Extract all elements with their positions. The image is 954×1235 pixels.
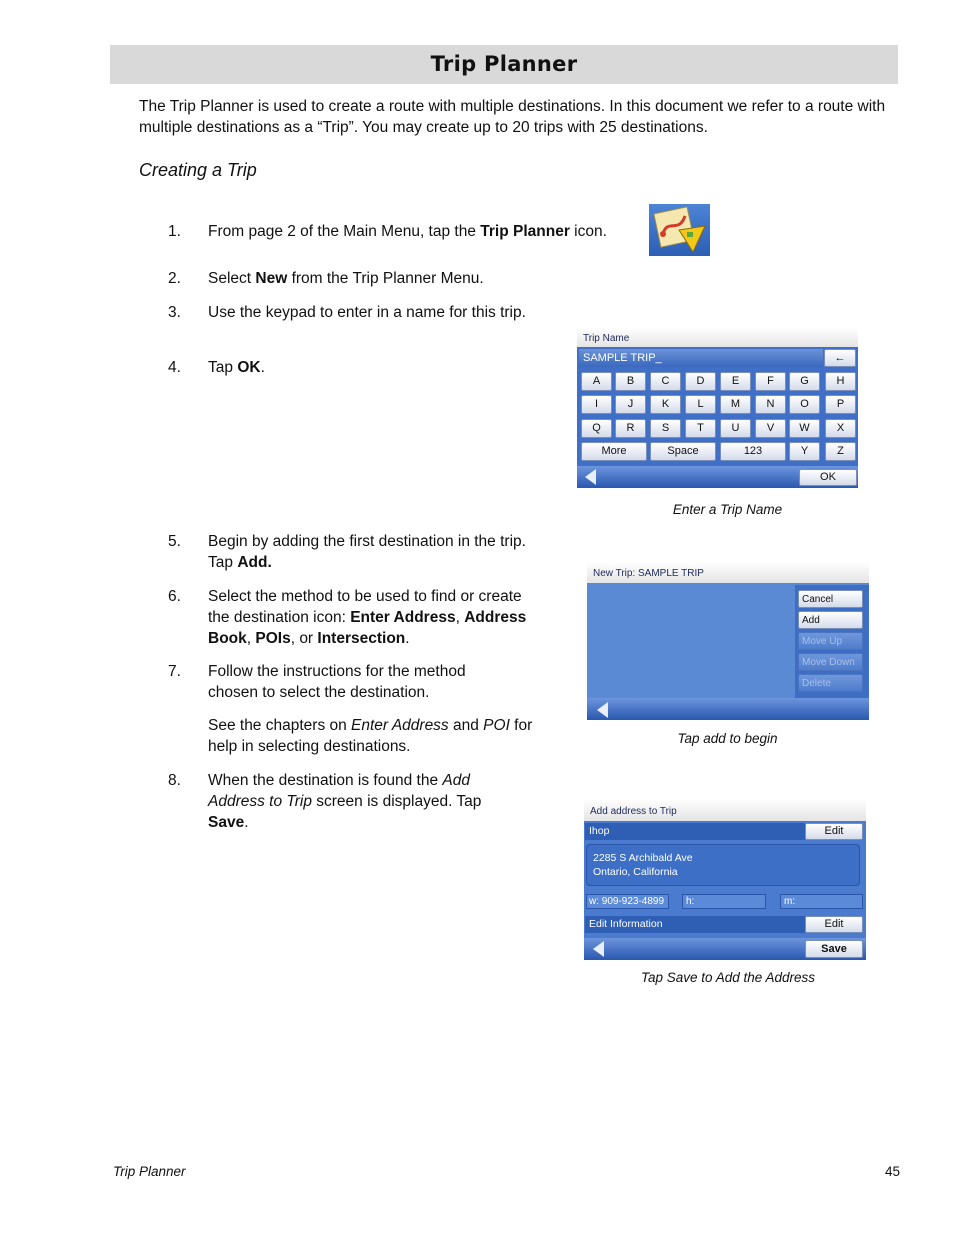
move-down-button[interactable]: Move Down xyxy=(798,653,863,671)
ok-button[interactable]: OK xyxy=(799,469,857,486)
edit-info-button[interactable]: Edit xyxy=(805,916,863,933)
new-trip-screen xyxy=(587,562,869,720)
address-line-1: 2285 S Archibald Ave xyxy=(593,852,693,864)
address-line-2: Ontario, California xyxy=(593,866,678,878)
intro-paragraph: The Trip Planner is used to create a route with multiple destinations. In this document we refer to a route with multiple destinations as a “Trip”. You may create up to 20 trips with 25 destinations. xyxy=(139,98,886,136)
key-k[interactable]: K xyxy=(650,395,681,414)
key-o[interactable]: O xyxy=(789,395,820,414)
screen-header: Add address to Trip xyxy=(584,799,866,821)
key-h[interactable]: H xyxy=(825,372,856,391)
page-title: Trip Planner xyxy=(430,52,578,76)
trip-name-input[interactable]: SAMPLE TRIP_ xyxy=(579,349,823,367)
footer-section-name: Trip Planner xyxy=(113,1164,186,1179)
key-a[interactable]: A xyxy=(581,372,612,391)
back-arrow-icon[interactable] xyxy=(585,469,596,485)
cancel-button[interactable]: Cancel xyxy=(798,590,863,608)
caption-trip-name: Enter a Trip Name xyxy=(672,502,783,517)
caption-save: Tap Save to Add the Address xyxy=(640,970,816,985)
backspace-icon: ← xyxy=(834,352,846,364)
key-more[interactable]: More xyxy=(581,442,647,461)
section-heading: Creating a Trip xyxy=(139,160,257,180)
key-e[interactable]: E xyxy=(720,372,751,391)
key-i[interactable]: I xyxy=(581,395,612,414)
delete-button[interactable]: Delete xyxy=(798,674,863,692)
key-b[interactable]: B xyxy=(615,372,646,391)
key-x[interactable]: X xyxy=(825,419,856,438)
key-space[interactable]: Space xyxy=(650,442,716,461)
key-u[interactable]: U xyxy=(720,419,751,438)
back-arrow-icon[interactable] xyxy=(593,941,604,957)
phone-home[interactable]: h: xyxy=(682,894,766,909)
edit-information-label: Edit Information xyxy=(585,916,805,933)
key-c[interactable]: C xyxy=(650,372,681,391)
save-button[interactable]: Save xyxy=(805,940,863,958)
key-j[interactable]: J xyxy=(615,395,646,414)
edit-name-button[interactable]: Edit xyxy=(805,823,863,840)
poi-name: Ihop xyxy=(585,823,805,840)
key-t[interactable]: T xyxy=(685,419,716,438)
key-g[interactable]: G xyxy=(789,372,820,391)
phone-work[interactable]: w: 909-923-4899 xyxy=(586,894,669,909)
key-f[interactable]: F xyxy=(755,372,786,391)
key-q[interactable]: Q xyxy=(581,419,612,438)
key-w[interactable]: W xyxy=(789,419,820,438)
key-d[interactable]: D xyxy=(685,372,716,391)
key-s[interactable]: S xyxy=(650,419,681,438)
bottom-bar xyxy=(587,698,869,720)
backspace-button[interactable] xyxy=(824,349,856,367)
page-number: 45 xyxy=(884,1164,900,1179)
back-arrow-icon[interactable] xyxy=(597,702,608,718)
key-y[interactable]: Y xyxy=(789,442,820,461)
trip-name-screen xyxy=(577,328,858,488)
key-r[interactable]: R xyxy=(615,419,646,438)
key-z[interactable]: Z xyxy=(825,442,856,461)
trip-planner-icon xyxy=(649,204,710,256)
key-123[interactable]: 123 xyxy=(720,442,786,461)
key-n[interactable]: N xyxy=(755,395,786,414)
key-l[interactable]: L xyxy=(685,395,716,414)
screen-header: Trip Name xyxy=(577,328,858,347)
address-box xyxy=(586,844,860,886)
title-bar xyxy=(110,45,898,84)
add-button[interactable]: Add xyxy=(798,611,863,629)
phone-mobile[interactable]: m: xyxy=(780,894,863,909)
caption-add: Tap add to begin xyxy=(677,731,778,746)
add-address-screen xyxy=(584,799,866,960)
key-v[interactable]: V xyxy=(755,419,786,438)
screen-header: New Trip: SAMPLE TRIP xyxy=(587,562,869,583)
key-m[interactable]: M xyxy=(720,395,751,414)
move-up-button[interactable]: Move Up xyxy=(798,632,863,650)
key-p[interactable]: P xyxy=(825,395,856,414)
